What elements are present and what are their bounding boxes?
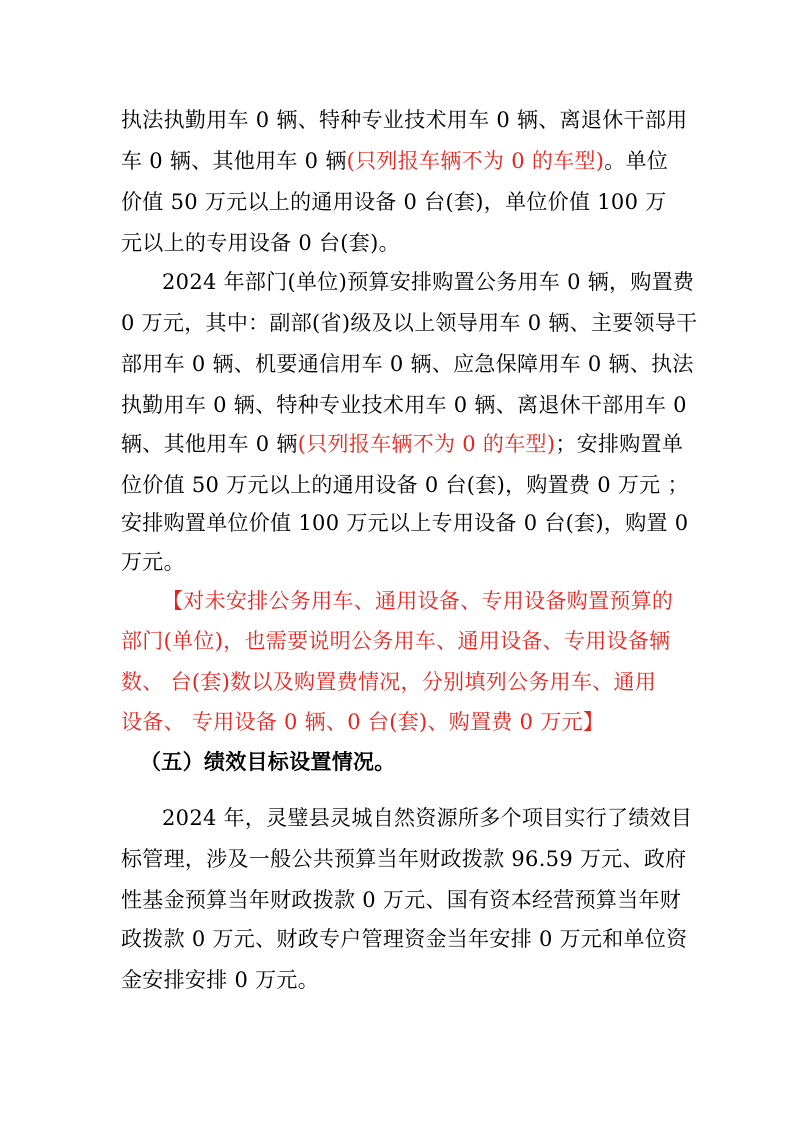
- p1-line-2-text-a: 车 0 辆、其他用车 0 辆: [121, 149, 347, 173]
- p3-line-1: 2024 年，灵璧县灵城自然资源所多个项目实行了绩效目: [162, 806, 693, 830]
- p2-line-4: 执勤用车 0 辆、特种专业技术用车 0 辆、离退休干部用车 0: [121, 393, 687, 417]
- p2-line-6: 位价值 50 万元以上的通用设备 0 台(套)，购置费 0 万元 ；: [121, 473, 689, 497]
- p1-line-3: 价值 50 万元以上的通用设备 0 台(套)，单位价值 100 万: [121, 190, 667, 214]
- p3-line-3: 性基金预算当年财政拨款 0 万元、国有资本经营预算当年财: [121, 888, 682, 912]
- p3-line-5: 金安排安排 0 万元。: [121, 968, 320, 992]
- p2-line-5-text-a: 辆、其他用车 0 辆: [121, 432, 298, 456]
- p3-line-2: 标管理，涉及一般公共预算当年财政拨款 96.59 万元、政府: [121, 847, 687, 871]
- note-line-2: 部门(单位)，也需要说明公务用车、通用设备、专用设备辆: [121, 629, 671, 653]
- p2-line-5: [121, 424, 684, 464]
- p2-line-5-text-b: ；安排购置单: [555, 432, 684, 456]
- p3-line-4: 政拨款 0 万元、财政专户管理资金当年安排 0 万元和单位资: [121, 927, 688, 951]
- note-line-1: 【对未安排公务用车、通用设备、专用设备购置预算的: [162, 589, 674, 613]
- p1-line-2-text-b: 。单位: [604, 149, 669, 173]
- p2-line-1: 2024 年部门(单位)预算安排购置公务用车 0 辆，购置费: [162, 270, 695, 294]
- p2-red-note: (只列报车辆不为 0 的车型): [297, 432, 556, 456]
- p1-line-1: 执法执勤用车 0 辆、特种专业技术用车 0 辆、离退休干部用: [121, 108, 688, 132]
- note-line-4: 设备、 专用设备 0 辆、0 台(套)、购置费 0 万元】: [121, 710, 605, 734]
- p2-line-7: 安排购置单位价值 100 万元以上专用设备 0 台(套)，购置 0: [121, 511, 689, 535]
- p2-line-2: 0 万元，其中：副部(省)级及以上领导用车 0 辆、主要领导干: [121, 311, 698, 335]
- p1-red-note: (只列报车辆不为 0 的车型): [346, 149, 605, 173]
- p2-line-3: 部用车 0 辆、机要通信用车 0 辆、应急保障用车 0 辆、执法: [121, 352, 694, 376]
- p1-line-2: [121, 141, 677, 181]
- p1-line-4: 元以上的专用设备 0 台(套)。: [121, 231, 400, 255]
- section-heading: （五）绩效目标设置情况。: [140, 750, 396, 774]
- p2-line-8: 万元。: [121, 550, 185, 574]
- note-line-3: 数、 台(套)数以及购置费情况，分别填列公务用车、通用: [121, 670, 657, 694]
